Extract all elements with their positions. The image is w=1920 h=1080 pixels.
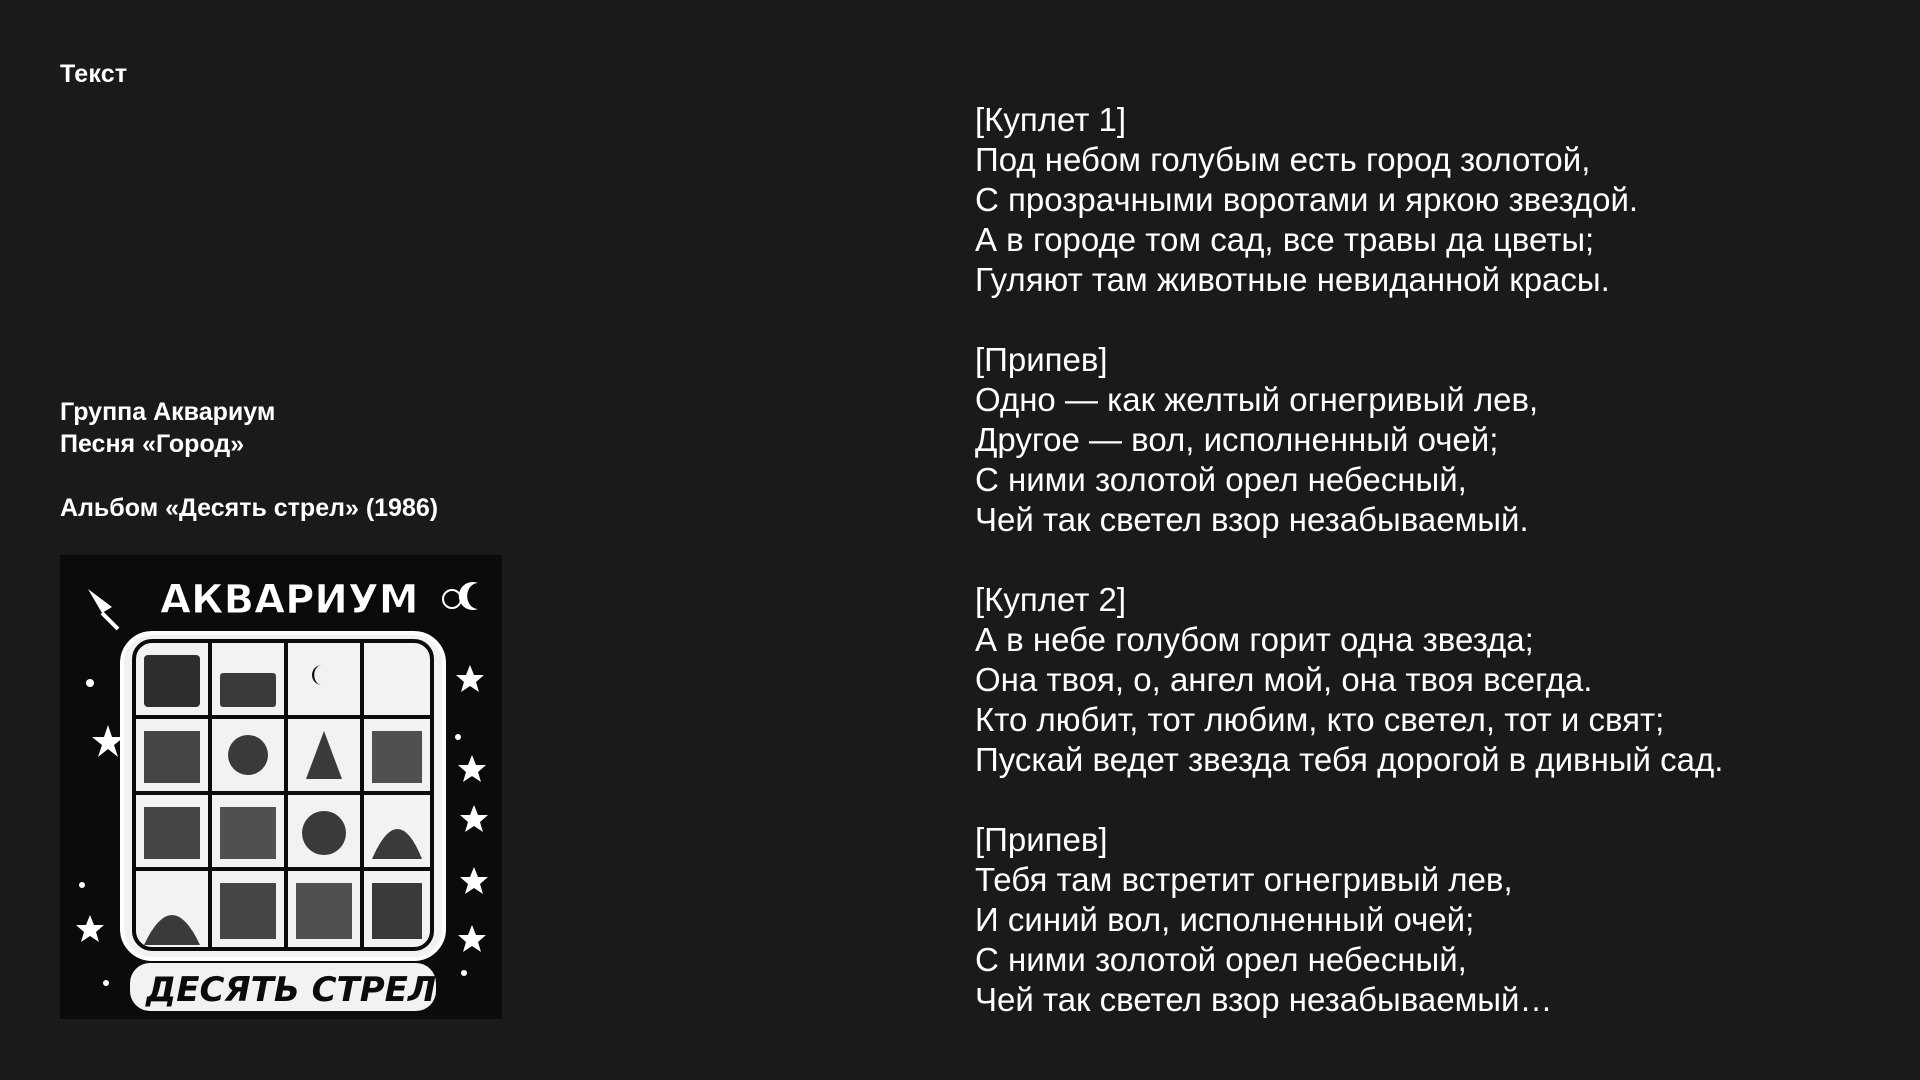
lyric-line: Тебя там встретит огнегривый лев, — [975, 861, 1513, 898]
lyric-line: И синий вол, исполненный очей; — [975, 901, 1475, 938]
stanza-heading: [Куплет 1] — [975, 101, 1127, 138]
lyric-line: Одно — как желтый огнегривый лев, — [975, 381, 1539, 418]
lyric-line: Чей так светел взор незабываемый. — [975, 501, 1529, 538]
lyric-line: Под небом голубым есть город золотой, — [975, 141, 1591, 178]
lyric-line: С ними золотой орел небесный, — [975, 941, 1467, 978]
song-meta — [60, 396, 438, 524]
lyric-line: Пускай ведет звезда тебя дорогой в дивный сад. — [975, 741, 1724, 778]
song-title: Песня «Город» — [60, 430, 245, 458]
lyric-line: А в городе том сад, все травы да цветы; — [975, 221, 1595, 258]
section-label: Текст — [60, 60, 128, 88]
lyric-line: Она твоя, о, ангел мой, она твоя всегда. — [975, 661, 1593, 698]
lyric-line: Чей так светел взор незабываемый… — [975, 981, 1553, 1018]
lyrics-text — [975, 100, 1875, 1020]
stanza-heading: [Припев] — [975, 341, 1108, 378]
stanza-heading: [Куплет 2] — [975, 581, 1127, 618]
cover-top-text: АКВАРИУМ — [160, 577, 419, 623]
stanza-heading: [Припев] — [975, 821, 1108, 858]
lyric-line: С прозрачными воротами и яркою звездой. — [975, 181, 1639, 218]
lyric-line: А в небе голубом горит одна звезда; — [975, 621, 1534, 658]
lyric-line: Другое — вол, исполненный очей; — [975, 421, 1499, 458]
lyric-line: С ними золотой орел небесный, — [975, 461, 1467, 498]
lyrics-stanza — [975, 820, 1875, 1020]
cover-bottom-text: ДЕСЯТЬ СТРЕЛ — [146, 970, 437, 1010]
band-name: Группа Аквариум — [60, 398, 276, 426]
lyrics-stanza — [975, 100, 1875, 300]
album-title: Альбом «Десять стрел» (1986) — [60, 494, 439, 522]
album-cover-image — [60, 555, 502, 1019]
lyric-line: Гуляют там животные невиданной красы. — [975, 261, 1610, 298]
lyrics-stanza — [975, 340, 1875, 540]
lyrics-stanza — [975, 580, 1875, 780]
lyric-line: Кто любит, тот любим, кто светел, тот и свят; — [975, 701, 1665, 738]
